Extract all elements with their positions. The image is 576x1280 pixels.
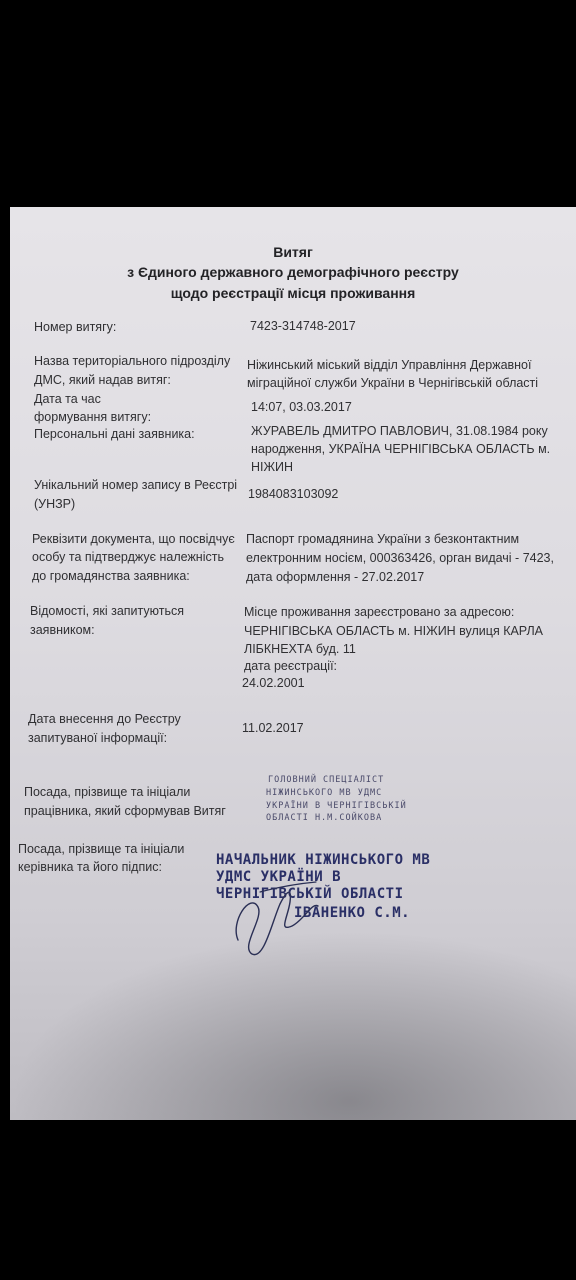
head-stamp-line-2: УДМС УКРАЇНИ В <box>216 869 342 885</box>
head-label-1: Посада, прізвище та ініціали <box>18 842 185 856</box>
docs-label-2: особу та підтверджує належність <box>32 550 224 564</box>
unit-value-2: міграційної служби України в Чернігівській області <box>247 376 539 390</box>
head-stamp-line-3: ЧЕРНІГІВСЬКІЙ ОБЛАСТІ <box>216 886 404 902</box>
officer-label-1: Посада, прізвище та ініціали <box>24 785 191 799</box>
request-value-4: дата реєстрації: <box>244 659 338 673</box>
date-label-1: Дата та час <box>34 392 101 406</box>
request-value-1: Місце проживання зареєстровано за адресою: <box>244 605 515 619</box>
unit-label-1: Назва територіального підрозділу <box>34 354 231 368</box>
entry-label-1: Дата внесення до Реєстру <box>28 712 181 726</box>
docs-value-1: Паспорт громадянина України з безконтактним <box>246 532 520 546</box>
request-label-1: Відомості, які запитуються <box>30 604 184 618</box>
head-signature <box>220 862 340 962</box>
request-value-3: ЛІБКНЕХТА буд. 11 <box>244 642 356 656</box>
unit-value-1: Ніжинський міський відділ Управління Державної <box>247 358 532 372</box>
docs-label-1: Реквізити документа, що посвідчує <box>32 532 235 546</box>
personal-value-3: НІЖИН <box>251 460 294 474</box>
officer-stamp-line-1: ГОЛОВНИЙ СПЕЦІАЛІСТ <box>268 775 385 785</box>
date-label-2: формування витягу: <box>34 410 152 424</box>
request-value-5: 24.02.2001 <box>242 676 305 690</box>
docs-value-2: електронним носієм, 000363426, орган видачі - 7423, <box>246 551 554 565</box>
unzr-label-2: (УНЗР) <box>34 497 76 511</box>
officer-stamp-line-4: ОБЛАСТІ Н.М.СОЙКОВА <box>266 813 383 823</box>
extract-number-label: Номер витягу: <box>34 320 117 334</box>
extract-number-value: 7423-314748-2017 <box>250 319 356 333</box>
personal-value-1: ЖУРАВЕЛЬ ДМИТРО ПАВЛОВИЧ, 31.08.1984 року <box>251 424 548 438</box>
head-stamp-line-4: ІВАНЕНКО С.М. <box>294 905 411 921</box>
head-label-2: керівника та його підпис: <box>18 860 162 874</box>
document-subtitle-1: з Єдиного державного демографічного реєстру <box>127 264 459 280</box>
unzr-value: 1984083103092 <box>248 487 339 501</box>
request-label-2: заявником: <box>30 623 95 637</box>
unzr-label-1: Унікальний номер запису в Реєстрі <box>34 478 238 492</box>
document-sheet <box>10 207 576 1120</box>
officer-stamp-line-3: УКРАЇНИ В ЧЕРНІГІВСЬКІЙ <box>266 801 407 811</box>
officer-label-2: працівника, який сформував Витяг <box>24 804 226 818</box>
entry-label-2: запитуваної інформації: <box>28 731 168 745</box>
docs-label-3: до громадянства заявника: <box>32 569 190 583</box>
officer-stamp-line-2: НІЖИНСЬКОГО МВ УДМС <box>266 788 383 798</box>
personal-value-2: народження, УКРАЇНА ЧЕРНІГІВСЬКА ОБЛАСТЬ м. <box>251 442 551 456</box>
head-stamp-line-1: НАЧАЛЬНИК НІЖИНСЬКОГО МВ <box>216 852 431 868</box>
unit-label-2: ДМС, який надав витяг: <box>34 373 171 387</box>
document-subtitle-2: щодо реєстрації місця проживання <box>170 285 416 301</box>
request-value-2: ЧЕРНІГІВСЬКА ОБЛАСТЬ м. НІЖИН вулиця КАРЛА <box>244 624 543 638</box>
date-value: 14:07, 03.03.2017 <box>251 400 352 414</box>
personal-label: Персональні дані заявника: <box>34 427 195 441</box>
document-title: Витяг <box>273 244 313 260</box>
docs-value-3: дата оформлення - 27.02.2017 <box>246 570 425 584</box>
entry-value: 11.02.2017 <box>242 721 304 735</box>
